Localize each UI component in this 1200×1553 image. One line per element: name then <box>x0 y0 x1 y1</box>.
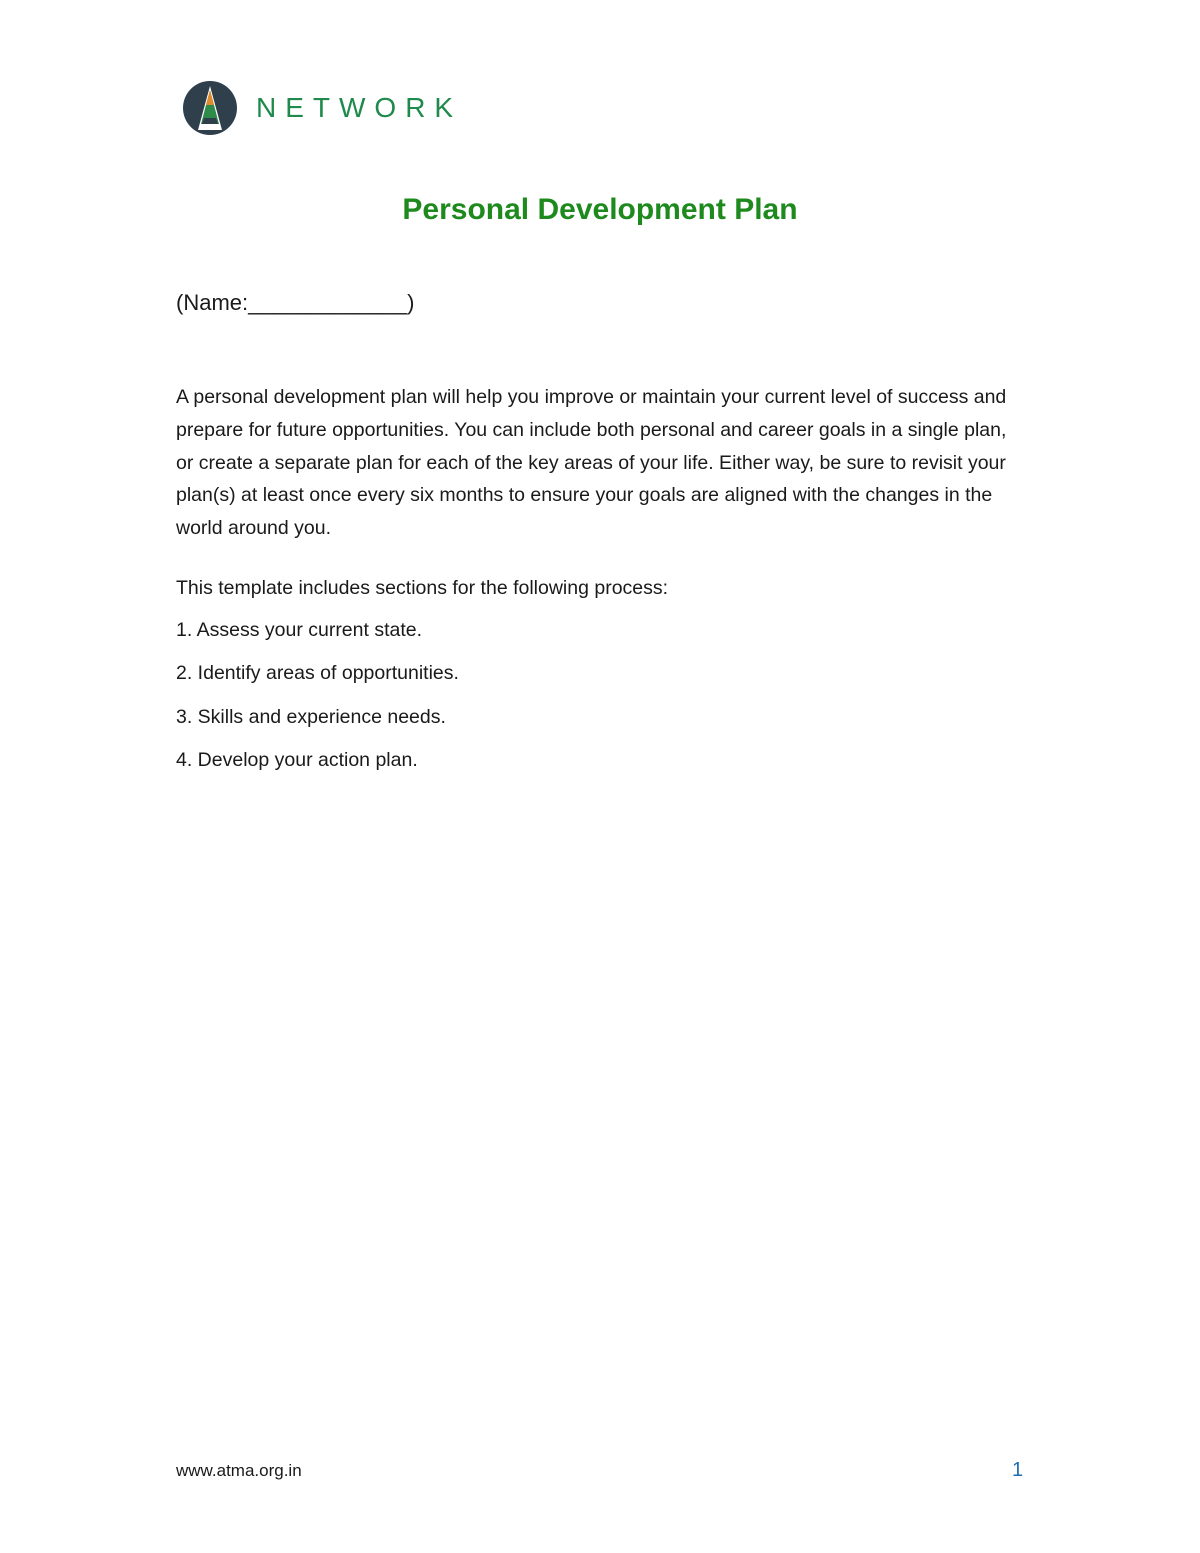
page-number: 1 <box>1012 1459 1024 1481</box>
process-steps-list <box>176 617 459 791</box>
atma-a-pencil-logo-icon <box>182 80 238 136</box>
process-step-4: 4. Develop your action plan. <box>176 749 418 772</box>
network-logo <box>182 80 462 136</box>
page-title: Personal Development Plan <box>402 193 798 226</box>
process-step-2: 2. Identify areas of opportunities. <box>176 662 459 685</box>
footer-website-link[interactable]: www.atma.org.in <box>176 1461 302 1480</box>
process-step-3: 3. Skills and experience needs. <box>176 705 446 728</box>
intro-paragraph: A personal development plan will help you improve or maintain your current level of success and prepare for future opportunities. You can include both personal and career goals in a single plan, or create a separate plan for each of the key areas of your life. Either way, be sure to revisit your plan(s) at least once every six months to ensure your goals are aligned with the changes in the world around you. <box>176 386 1007 540</box>
name-field-line: (Name:_____________) <box>176 290 415 315</box>
process-step-1: 1. Assess your current state. <box>176 619 423 641</box>
logo-wordmark: NETWORK <box>256 92 463 123</box>
process-lead-text: This template includes sections for the following process: <box>176 577 669 599</box>
